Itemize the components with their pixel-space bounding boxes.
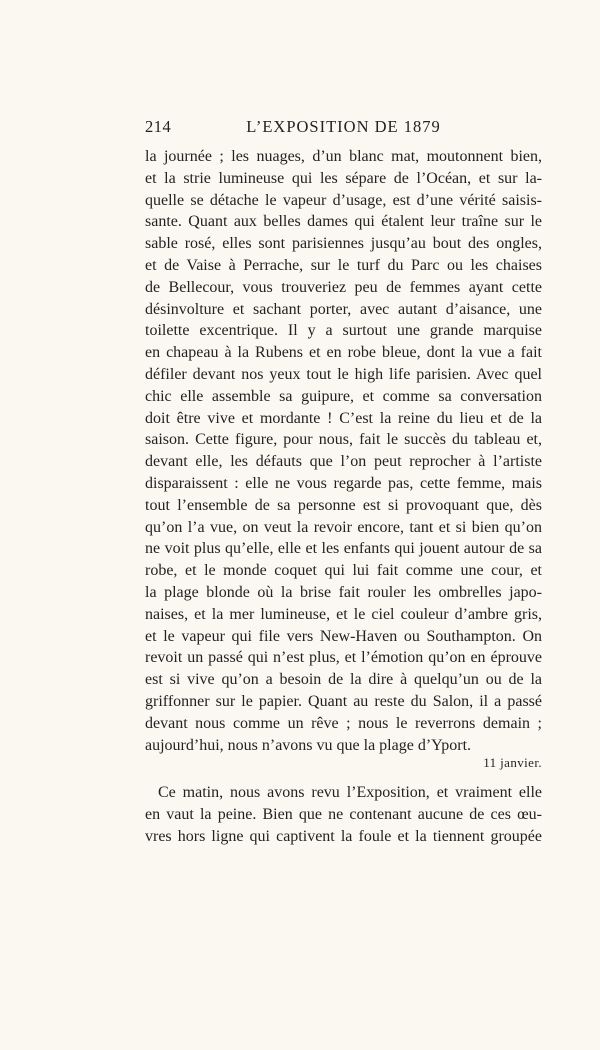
- text-line: tout l’ensemble de sa personne est si provoquant que, dès: [145, 496, 542, 514]
- text-line: robe, et le monde coquet qui lui fait comme une cour, et: [145, 562, 542, 580]
- text-line: naises, et la mer lumineuse, et le ciel couleur d’ambre gris,: [145, 605, 542, 623]
- text-line: disparaissent : elle ne vous regarde pas, cette femme, mais: [145, 475, 542, 492]
- page-number: 214: [145, 117, 172, 136]
- text-line: aujourd’hui, nous n’avons vu que la plage d’Yport.: [145, 736, 472, 754]
- text-line: devant elle, les défauts que l’on peut reprocher à l’artiste: [145, 453, 542, 471]
- text-line: en vaut la peine. Bien que ne contenant aucune de ces œu-: [145, 806, 542, 824]
- text-line: vres hors ligne qui captivent la foule et la tiennent groupée: [145, 828, 542, 846]
- dateline: 11 janvier.: [483, 755, 542, 770]
- running-title: L’EXPOSITION DE 1879: [246, 117, 441, 136]
- text-line: quelle se détache le vapeur d’usage, est d’une vérité saisis-: [145, 191, 542, 209]
- text-line: Ce matin, nous avons revu l’Exposition, et vraiment elle: [158, 784, 542, 801]
- page-header: [145, 117, 542, 141]
- text-line: devant nous comme un rêve ; nous le reverrons demain ;: [145, 714, 542, 732]
- text-line: ne voit plus qu’elle, elle et les enfants qui jouent autour de sa: [145, 540, 542, 558]
- text-line: la journée ; les nuages, d’un blanc mat, moutonnent bien,: [145, 148, 542, 165]
- text-line: griffonner sur le papier. Quant au reste du Salon, il a passé: [145, 693, 542, 710]
- text-line: revoit un passé qui n’est plus, et l’émotion qu’on en éprouve: [145, 649, 542, 667]
- text-line: est si vive qu’on a besoin de la dire à quelqu’un ou de la: [145, 671, 542, 689]
- text-line: et la strie lumineuse qui les sépare de l’Océan, et sur la-: [145, 169, 542, 187]
- text-line: toilette excentrique. Il y a surtout une grande marquise: [145, 322, 542, 340]
- text-line: saison. Cette figure, pour nous, fait le succès du tableau et,: [145, 431, 542, 449]
- text-line: en chapeau à la Rubens et en robe bleue, dont la vue a fait: [145, 344, 542, 362]
- text-line: qu’on l’a vue, on veut la revoir encore, tant et si bien qu’on: [145, 518, 542, 536]
- text-line: désinvolture et sachant porter, avec autant d’aisance, une: [145, 300, 542, 318]
- text-line: chic elle assemble sa guipure, et comme sa conversation: [145, 387, 542, 405]
- text-line: doit être vive et mordante ! C’est la reine du lieu et de la: [145, 409, 542, 427]
- text-line: de Bellecour, vous trouveriez peu de femmes ayant cette: [145, 278, 542, 296]
- text-line: défiler devant nos yeux tout le high life parisien. Avec quel: [145, 366, 542, 383]
- text-line: sante. Quant aux belles dames qui étalent leur traîne sur le: [145, 213, 542, 231]
- text-line: et de Vaise à Perrache, sur le turf du Parc ou les chaises: [145, 257, 542, 274]
- text-line: sable rosé, elles sont parisiennes jusqu’au bout des ongles,: [145, 235, 542, 253]
- text-line: la plage blonde où la brise fait rouler les ombrelles japo-: [145, 584, 542, 601]
- text-line: et le vapeur qui file vers New-Haven ou Southampton. On: [145, 627, 542, 645]
